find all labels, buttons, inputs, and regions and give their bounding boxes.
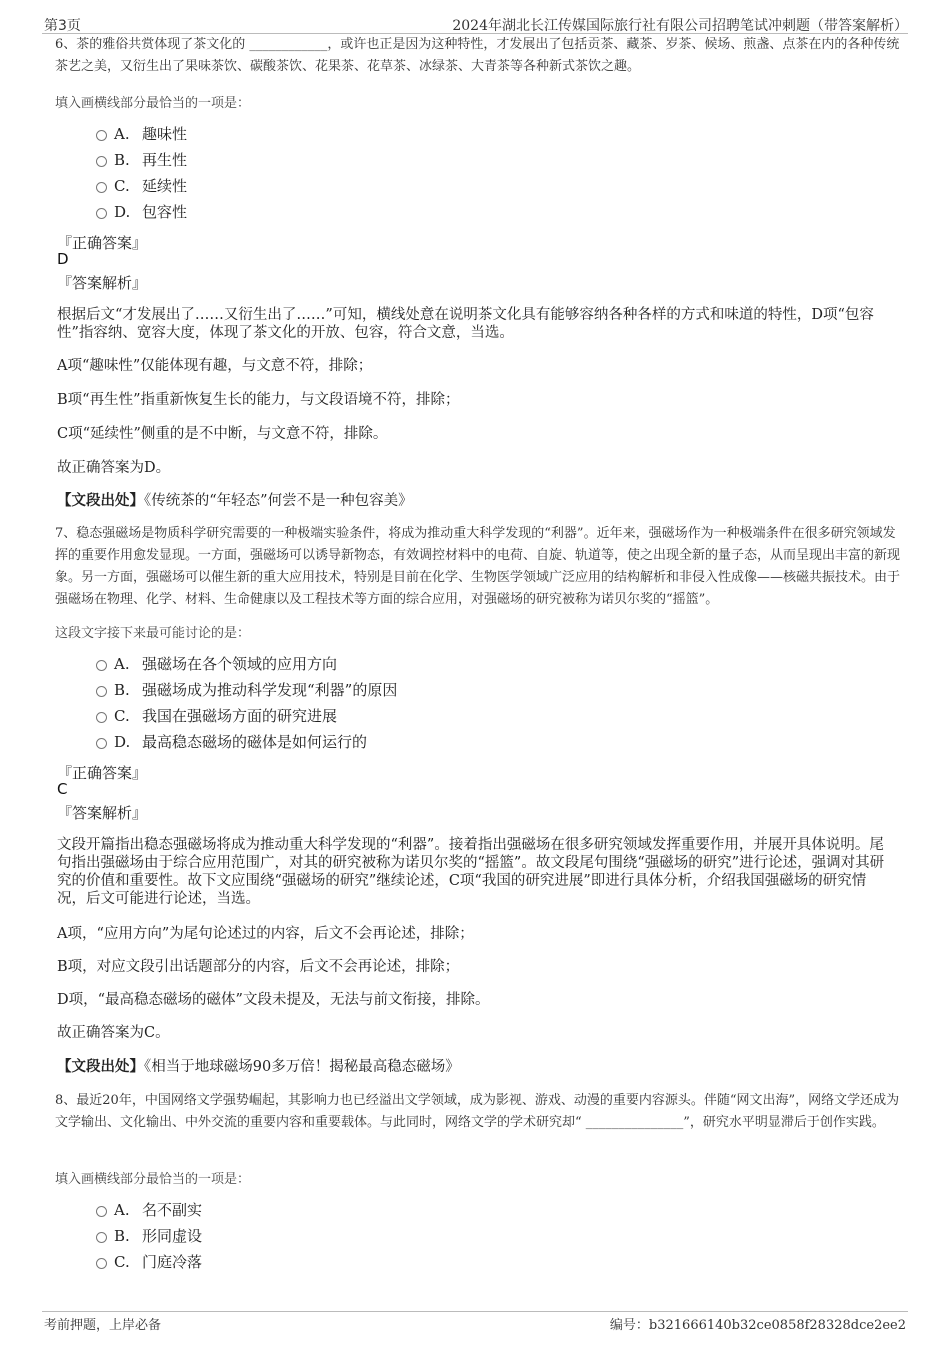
q8-option-b[interactable]: B. 形同虚设: [96, 1225, 202, 1247]
footer-slogan: 考前押题，上岸必备: [44, 1318, 162, 1333]
radio-icon[interactable]: [96, 1206, 107, 1217]
q7-answer: C: [57, 780, 68, 798]
q8-option-c[interactable]: C. 门庭冷落: [96, 1251, 202, 1273]
radio-icon[interactable]: [96, 738, 107, 749]
q6-answer-label: 『正确答案』: [57, 234, 148, 252]
q6-analysis-c: C项“延续性”侧重的是不中断，与文意不符，排除。: [57, 426, 388, 442]
q6-analysis-a: A项“趣味性”仅能体现有趣，与文意不符，排除；: [57, 358, 373, 374]
q7-answer-label: 『正确答案』: [57, 764, 148, 782]
q6-source: 【文段出处】《传统茶的“年轻态”何尝不是一种包容美》: [57, 492, 413, 509]
page-number: 第3页: [44, 18, 81, 34]
q7-analysis-d: D项，“最高稳态磁场的磁体”文段未提及，无法与前文衔接，排除。: [57, 992, 490, 1008]
document-id: 编号：b321666140b32ce0858f28328dce2ee2: [609, 1318, 906, 1333]
radio-icon[interactable]: [96, 1232, 107, 1243]
q7-analysis-main: 文段开篇指出稳态强磁场将成为推动重大科学发现的“利器”。接着指出强磁场在很多研究领域发挥重要作用，并展开具体说明。尾句指出强磁场由于综合应用范围广，对其的研究被称为诺贝尔奖的“摇篮”。故文段尾句围绕“强磁场的研究”进行论述，强调对其研究的价值和重要性。故下文应围绕“强磁场的研究”继续论述，C项“我国的研究进展”即进行具体分析，介绍我国强磁场的研究情况，后文可能进行论述，当选。: [57, 837, 885, 907]
q6-option-b[interactable]: B. 再生性: [96, 149, 187, 171]
q6-answer: D: [57, 250, 69, 268]
q7-option-a[interactable]: A. 强磁场在各个领域的应用方向: [96, 653, 337, 675]
q8-stem: 8、最近20年，中国网络文学强势崛起，其影响力也已经溢出文学领域，成为影视、游戏、动漫的重要内容源头。伴随“网文出海”，网络文学还成为文学输出、文化输出、中外交流的重要内容和重要载体。与此同时，网络文学的学术研究却“ _______________”，研究水平明显滞后于创作实践。: [55, 1093, 900, 1130]
q8-option-a[interactable]: A. 名不副实: [96, 1199, 202, 1221]
radio-icon[interactable]: [96, 686, 107, 697]
radio-icon[interactable]: [96, 712, 107, 723]
q6-ask: 填入画横线部分最恰当的一项是：: [55, 96, 251, 111]
q6-option-c[interactable]: C. 延续性: [96, 175, 187, 197]
q6-analysis-conclusion: 故正确答案为D。: [57, 460, 171, 476]
q7-analysis-b: B项，对应文段引出话题部分的内容，后文不会再论述，排除；: [57, 959, 460, 975]
radio-icon[interactable]: [96, 208, 107, 219]
radio-icon[interactable]: [96, 130, 107, 141]
q7-option-c[interactable]: C. 我国在强磁场方面的研究进展: [96, 705, 337, 727]
q7-option-d[interactable]: D. 最高稳态磁场的磁体是如何运行的: [96, 731, 367, 753]
radio-icon[interactable]: [96, 182, 107, 193]
q6-option-d[interactable]: D. 包容性: [96, 201, 187, 223]
radio-icon[interactable]: [96, 660, 107, 671]
q6-analysis-b: B项“再生性”指重新恢复生长的能力，与文段语境不符，排除；: [57, 392, 460, 408]
q7-analysis-conclusion: 故正确答案为C。: [57, 1025, 170, 1041]
q6-option-a[interactable]: A. 趣味性: [96, 123, 187, 145]
page-header: [0, 0, 950, 34]
q7-stem: 7、稳态强磁场是物质科学研究需要的一种极端实验条件，将成为推动重大科学发现的“利器”。近年来，强磁场作为一种极端条件在很多研究领域发挥的重要作用愈发显现。一方面，强磁场可以诱导新物态，有效调控材料中的电荷、自旋、轨道等，使之出现全新的量子态，从而呈现出丰富的新现象。另一方面，强磁场可以催生新的重大应用技术，特别是目前在化学、生物医学领域广泛应用的结构解析和非侵入性成像——核磁共振技术。由于强磁场在物理、化学、材料、生命健康以及工程技术等方面的综合应用，对强磁场的研究被称为诺贝尔奖的“摇篮”。: [55, 526, 901, 607]
footer-divider: [42, 1311, 908, 1312]
q6-analysis-main: 根据后文“才发展出了……又衍生出了……”可知，横线处意在说明茶文化具有能够容纳各种各样的方式和味道的特性，D项“包容性”指容纳、宽容大度，体现了茶文化的开放、包容，符合文意，当选。: [57, 307, 874, 341]
q7-source: 【文段出处】《相当于地球磁场90多万倍！揭秘最高稳态磁场》: [57, 1058, 460, 1075]
radio-icon[interactable]: [96, 1258, 107, 1269]
document-title: 2024年湖北长江传媒国际旅行社有限公司招聘笔试冲刺题（带答案解析）: [452, 18, 908, 34]
q6-stem: 6、茶的雅俗共赏体现了茶文化的 ____________，或许也正是因为这种特性，才发展出了包括贡茶、藏茶、岁茶、候场、煎盏、点茶在内的各种传统茶艺之美，又衍生出了果味茶饮、碳酸茶饮、花果茶、花草茶、冰绿茶、大青茶等各种新式茶饮之趣。: [55, 37, 900, 74]
q7-analysis-label: 『答案解析』: [57, 804, 148, 822]
radio-icon[interactable]: [96, 156, 107, 167]
q7-option-b[interactable]: B. 强磁场成为推动科学发现“利器”的原因: [96, 679, 397, 701]
q7-ask: 这段文字接下来最可能讨论的是：: [55, 626, 251, 641]
q6-analysis-label: 『答案解析』: [57, 274, 148, 292]
q7-analysis-a: A项，“应用方向”为尾句论述过的内容，后文不会再论述，排除；: [57, 926, 474, 942]
q8-ask: 填入画横线部分最恰当的一项是：: [55, 1172, 251, 1187]
